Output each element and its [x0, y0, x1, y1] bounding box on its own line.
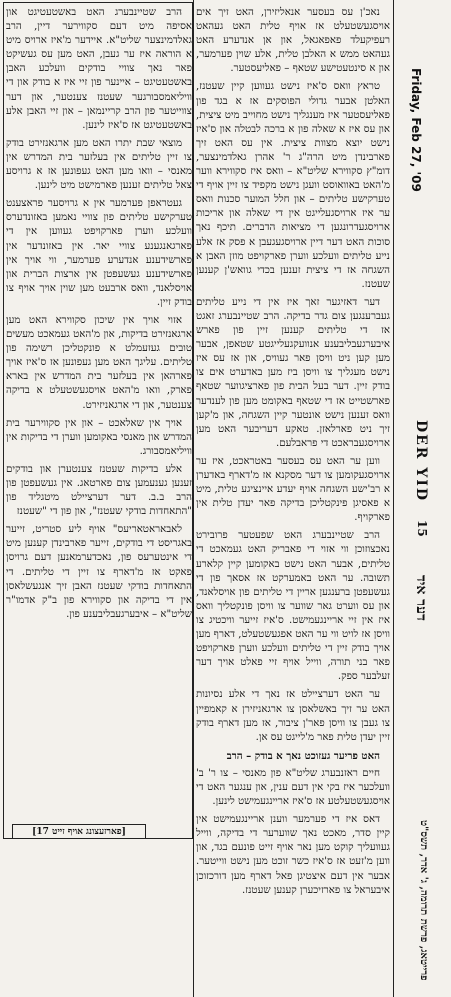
paragraph: נאכ'ן עס בעסער אנאליזירן, האט זיך אים אויסגעשטעלט אז אויף טלית האט געהאט רעפיקעלד פאפאגאל, און אן אנדערע האט געהאט ממש א האלבן טלית, אלע שוין פערמער, און א סינטעטישע שטאף – פאליעסטער. — [196, 7, 390, 75]
paragraph: ער האט דערציילט אז נאך די אלע נסיונות האט ער זיך באשלאסן צו ארגאניזירן א קאמפיין צו געבן צו וויסן פאר'ן ציבור, אז מען דארף בודק זיין יעדן טלית פאר מ'לייגט עס אן. — [196, 689, 390, 743]
column-divider — [193, 0, 194, 997]
hebrew-date: פרייטאג, פרשת תרומה, ג' אדר, תשס"ט — [418, 820, 429, 981]
paragraph: מוצאי שבת יתרו האט מען ארגאנזירט בודק צו זיין טליתים אין בעלזער בית המדרש אין מאנסי – וואו מען האט געפונען אז א גרויסע צאל טליתים זענען פארמישט מיט לינען. — [6, 137, 192, 192]
day-date: Friday, Feb 27, '09 — [409, 68, 423, 192]
paragraph: חיים ראזנבערג שליט"א פון מאנסי – צו ר' ב' וועלכער איז בקי אין דעם ענין, און ענגער האט די אויסגעשטעלטע אז ס'איז אריינגעמישט לינען. — [196, 767, 390, 808]
paragraph: דאס איז די פערמער ווענן אריינגעמישט אין קיין סדר, מאכט נאך שווערער די בדיקה, ווייל געוועליך קוקט מען נאר אויף זייט פונעם בגד, און ווען מ'זעט אז ס'איז כשר זוכט מען נישט ווייטער. אבער אין דעם איצטיגן פאל דארף מען דורכזוכן איבעראל צו פארזיכערן קענען שעטנז. — [196, 814, 390, 896]
paragraph: טראץ וואס ס'איז נישט געווען קיין שעטנז, האלטן אבער גדולי הפוסקים אז א בגד פון פאליעסטער איז מענגליך נישט מחוייב מיט ציצית, און עס איז א שאלה פון א ברכה לבטלה און ס'איז נישט יוצא מצוות ציצית. אין עס האט זיך פארבינדן מיט הרה"ג ר' אהרן גאלדמינצער, דומ"ץ סקווירא שליט"א – וואס איז סקווירא ווער מ'האט באוואוסט וועגן נישט מקפיד צו זיין אויף די טערקישע טליתים – און חלל המוער סכנות וואס ער איז ארויסגעלייגט אין די שאלה און אריכות ארויסגעדרונגען די מציאות הדברים. תיכף נאך סוכות האט דער דיין ארויסגעגעבן א פסק אז אלע נייע טליתים וועלכע ווערן פארקויפט מוזן האבן א השגחה אז די ציצית זענען בכדי גוואש'ן קענען שעטנז. — [196, 81, 390, 290]
header-divider — [393, 0, 394, 997]
page-number: 15 — [415, 520, 429, 537]
continued-note: [פארזעצונג אויף זייט 17] — [12, 824, 146, 839]
publication-title: DER YID — [413, 420, 429, 503]
article-column-right — [196, 6, 390, 902]
paragraph: אזוי אויך אין שיכון סקווירא האט מען ארגאנזירט בדיקות, און מ'האט געמאכט מעשים טובים געזעמלט א פונקטליכן רשימה פון טליתים. עליגך האט מען געפונען אז ס'איז אויך פארהאן אין בעלזער בית המדרש אין בארא פארק, וואו מ'האט אויסגעשטעלט א בדיקה צענטער, און די ארגאניזירט. — [6, 314, 192, 411]
paragraph: אלע בדיקות שעטנז צענטערן און בודקים זענען גענעמען צום פארטאג. אין געשעפטן פון הרב ב.ב. דער דערציילט מיטגליד פון "התאחדות בודקי שעטנז", און פון די "שעטנז — [6, 463, 192, 518]
page-header-strip — [394, 0, 451, 997]
hebrew-masthead: דער איד — [413, 575, 429, 621]
left-column-box — [3, 2, 193, 839]
paragraph: הרב שטיינבערג האט שפעטער פרובירט נאכצוזוכן ווי אזוי די פאבריק האט געמאכט די טליתים, אבער האט נישט באקומען קיין קלארע תשובה. ער האט באמערקט אז אסאך פון די געשעפטן ברענגען אריין די טליתים פון אויסלאנד, און עס ווערט גאר שווער צו וויסן פונקטליך וואס איז אין זיי אריינגעמישט. ס'איז זייער וויכטיג צו וויסן אז לויט ווי ער האט אפגעשטעלט, דארף מען אויך בודק זיין די טליתים וועלכע ווערן פארקויפט פאר בני תורה, ווייל אויף זיי פאלט אויך דער זעלבער ספק. — [196, 530, 390, 683]
paragraph: אויך אין שאלאכט – און אין סקווירער בית המדרש און מאנסי באקומען ווערן די בדיקות אין וויליאמסבורג. — [6, 417, 192, 457]
paragraph: דער דאזיגער זאך איז אין די נייע טליתים געברענגען צום גדר בדיקה. הרב שטיינבערג זאגט אז די טליתים קענען זיין פון פארש איבערגעבליבענע אנוועקגעלייגטע שטאפן, אבער מען קען ניט וויסן פאר געוויס, און אז עס איז נישט מעגליך צו וויסן ביז מען באדערט אים צו בודק זיין. דער בעל הבית פון פארציגווער שטאף פארשטייט אז די שטאף באקומט מען פון לענדער וואס זענען נישט אונטער קיין השגחה, און מ'קען זיך ניט פארלאזן. טאקע דעריבער האט מען ארויסגעבראכט די פראבלעם. — [196, 296, 390, 449]
paragraph: הרב שטיינבערג האט באשטעטיגט און אסיפה מיט דעם סקווירער דיין, הרב גאלדמינצער שליט"א. איידער מ'איז ארויס מיט א הוראה איז ער געבן, האט מען עס געשיקט פאר נאך צוויי בודקים וועלכע האבן באשטעטיגט – איינער פון זיי איז א בודק און די וויליאמסבורגער שעטנז צענטער, און דער צווייטער פון הרב קריינמאן – און זיי האבן אלע באשטעטיגט אז ס'איז לינען. — [6, 7, 192, 131]
paragraph: לאבאראטאריעס" אויף ליע סטריט, זייער באגריסט די בודקים, זייער פארבינדן קענען מיט די אינטערעס פון, נאכדערמאנען דעם גרויסן פאקט אז מ'דארף צו זיין די טליתים. די התאחדות בודקי שעטנז האבן זיך אנגעשלאסן אין די בדיקה און סקווירא פון ב"ק אדמו"ר שליט"א – איבערגעבליבענע פון. — [6, 524, 192, 620]
bold-heading: האט פריער געזוכט נאך א בודק – הרב — [226, 749, 380, 762]
paragraph: ווען ער האט עס בעסער באטראכט, איז ער ארויסגעקומען צו דער מסקנא אז מ'דארף באדערן א רב'ישע השגחה אויף יעדע איינציגע טלית, מיט א פאסיגן פינקטליכן בדיקה פאר יעדן טלית אין פארקויף. — [196, 455, 390, 524]
paragraph: געטראפן פערמער אין א גרויסער פראצענט טערקישע טליתים פון צוויי נאמען באזונדערס וועלכע ווערן פארקויפט געווען אין די פארגאנגענע צוויי יאר. אין באזונדער אין פארשידענע אנדערע פערמער, ווי אויך אין פארשידענע געשעפטן אין ארצות הברית און אויסלאנד, וואס ארבעט מען שוין אויך אויף צו בודק זיין. — [6, 198, 192, 308]
